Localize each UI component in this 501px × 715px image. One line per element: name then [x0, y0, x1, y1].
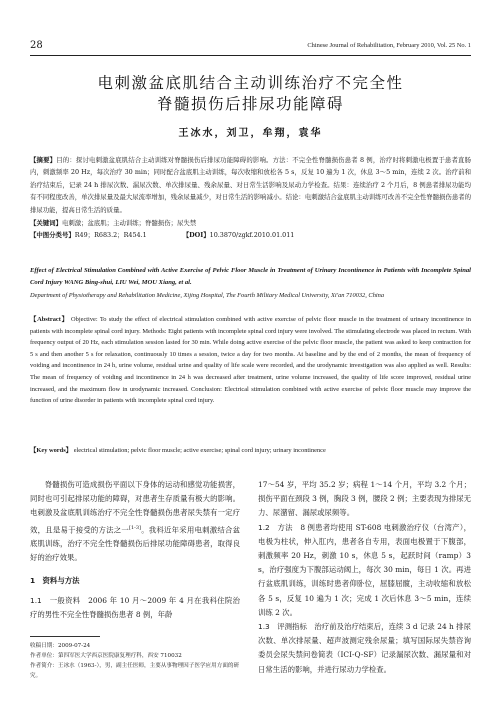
subsection-1-2 — [258, 521, 471, 620]
page-number: 28 — [30, 40, 43, 51]
footnote-affiliation: 作者单位：第四军医大学西京医院康复理疗科，西安 710032 — [30, 653, 182, 659]
subsection-1-2-text: 8 例患者均使用 ST-608 电刺激治疗仪（台湾产），电极为柱状，伸入肛内，患者各自专用，表面电极置于下腹部，刺激频率 20 Hz，刺激 10 s，休息 5 s，起跃时间（ramp）3 s，治疗强度为下腹部运动阈上，每次 30 min，每日 1 次。再进行盆底肌训练，训练时患者仰卧位，屈膝屈髋，主动收缩和放松各 5 s，反复 10 遍为 1 次；完成 1 次后休息 3～5 min，连续训练 2 次。 — [258, 522, 471, 617]
subsection-1-1-text: 2006 年 10 月～2009 年 4 月在我科住院治疗的男性不完全性脊髓损伤患者 8 例，年龄 — [30, 595, 240, 620]
subsection-1-2-label: 1.2 方法 — [258, 522, 293, 532]
subsection-1-3-text: 治疗前及治疗结束后，连续 3 d 记录 24 h 排尿次数、单次排尿量、超声波测定残余尿量；填写国际尿失禁咨询委员会尿失禁问卷简表（ICI-Q-SF）记录漏尿次数、漏尿量和对日常生活的影响，并进行尿动力学检查。 — [258, 622, 471, 674]
header-rule — [30, 55, 471, 56]
article-title-line-1: 电刺激盆底肌结合主动训练治疗不完全性 — [97, 74, 404, 92]
subsection-1-1-label: 1.1 一般资料 — [30, 595, 81, 605]
keywords-text: 电刺激；盆底肌；主动训练；脊髓损伤；尿失禁 — [61, 219, 197, 227]
english-abstract-text: Objective: To study the effect of electrical stimulation combined with active exercise of pelvic floor muscle in the treatment of urinary incontinence in patients with incomplete spinal cord injury. Methods: Eight patients with incomplete spinal cord injury were involved. The stimulating electrode was placed in rectum. With frequency output of 20 Hz, each stimulation session lasted for 30 min. While doing active exercise of the pelvic floor muscle, the patient was asked to keep contraction for 5 s and then another 5 s for relaxation, continuously 10 times a session, twice a day for two months. At baseline and by the end of 2 months, the mean of frequency of voiding and incontinence in 24 h, urine volume, residual urine and quality of life scale were recorded, and the urodynamic investigation was also applied as well. Results: The mean of frequency of voiding and incontinence in 24 h was decreased after treatment, urine volume increased, the quality of life score improved, residual urine increased, and the maximum flow in urodynamic increased. Conclusion: Electrical stimulation combined with active exercise of pelvic floor muscle may improve the function of urine disorder in patients with incomplete spinal cord injury. — [30, 316, 471, 405]
english-keywords — [30, 445, 471, 457]
classification-line — [30, 229, 471, 241]
footnote-bio: 作者简介：王冰水（1963-），男，副主任医师，主要从事物理因子医学应用方面的研究。 — [30, 663, 240, 679]
body-left-column — [30, 478, 240, 622]
english-abstract-label: 【Abstract】 — [30, 316, 69, 323]
abstract-text: 目的：探讨电刺激盆底肌结合主动训练对脊髓损伤后排尿功能障碍的影响。方法：不完全性脊髓损伤患者 8 例，治疗时将刺激电极置于患者直肠内，刺激频率 20 Hz，每次治疗 30 min；同时配合盆底肌主动训练，每次收缩和放松各 5 s，反复 10 遍为 1 次，休息 3～5 min，连续 2 次。治疗前和治疗结束后，记录 24 h 排尿次数、漏尿次数、单次排尿量、残余尿量、对日常生活影响及尿动力学检查。结果：连续治疗 2 个月后，8 例患者排尿功能均有不同程度改善，单次排尿量及最大尿流率增加，残余尿量减少，对日常生活的影响减小。结论：电刺激结合盆底肌主动训练可改善不完全性脊髓损伤患者的排尿功能，提高日常生活的质量。 — [30, 156, 471, 214]
body-right-column — [258, 478, 471, 677]
clc-value: R49；R683.2；R454.1 — [74, 231, 147, 239]
english-keywords-text: electrical stimulation; pelvic floor muscle; active exercise; spinal cord injury; urinary incontinence — [73, 447, 326, 454]
intro-text: 脊髓损伤可造成损伤平面以下身体的运动和感觉功能损害，同时也可引起排尿功能的障碍，对患者生存质量有极大的影响。电刺激及盆底肌训练治疗不完全性脊髓损伤患者尿失禁有一定疗效，且是易于接受的方法之一 — [30, 480, 240, 535]
footnote-rule — [30, 636, 100, 637]
intro-citation: [1-3] — [129, 524, 141, 531]
english-title — [30, 265, 471, 289]
patient-info: 17～54 岁，平均 35.2 岁；病程 1～14 个月，平均 3.2 个月；损伤平面在颈段 3 例，胸段 3 例，腰段 2 例；主要表现为排尿无力、尿潴留、漏尿或尿频等。 — [258, 480, 471, 518]
article-title-line-2: 脊髓损伤后排尿功能障碍 — [156, 95, 344, 113]
subsection-1-3 — [258, 620, 471, 677]
subsection-1-3-label: 1.3 评测指标 — [258, 622, 307, 632]
clc-label: 【中图分类号】 — [30, 231, 75, 239]
doi-value: 10.3870/zgkf.2010.01.011 — [209, 231, 295, 239]
doi-label: 【DOI】 — [182, 231, 210, 239]
english-keywords-label: 【Key words】 — [30, 447, 73, 454]
section-1-heading: 1 资料与方法 — [30, 575, 80, 585]
chinese-keywords — [30, 217, 471, 229]
article-authors: 王冰水，刘卫，牟翔，袁华 — [178, 128, 323, 139]
abstract-label: 【摘要】 — [30, 156, 57, 164]
footnote — [30, 641, 240, 681]
journal-header: Chinese Journal of Rehabilitation, February 2010, Vol. 25 No. 1 — [307, 42, 471, 49]
intro-text-2: 。我科近年采用电刺激结合盆底肌训练，治疗不完全性脊髓损伤后排尿功能障碍患者，取得良好的治疗效果。 — [30, 525, 240, 563]
keywords-label: 【关键词】 — [30, 219, 62, 227]
subsection-1-1 — [30, 594, 240, 622]
english-affiliation: Department of Physiotherapy and Rehabilitation Medicine, Xijing Hospital, The Fourth Military Medical University, Xi'an 710032, China — [30, 292, 385, 299]
english-abstract — [30, 314, 471, 407]
chinese-abstract — [30, 154, 471, 216]
footnote-received: 收稿日期：2009-07-24 — [30, 643, 91, 649]
english-title-text: Effect of Electrical Stimulation Combined with Active Exercise of Pelvic Floor Muscle in Treatment of Urinary Incontinence in Patients with Incomplete Spinal Cord Injury — [30, 267, 471, 286]
english-authors: WANG Bing-shui, LIU Wei, MOU Xiang, et al. — [63, 279, 192, 286]
intro-paragraph — [30, 478, 240, 566]
